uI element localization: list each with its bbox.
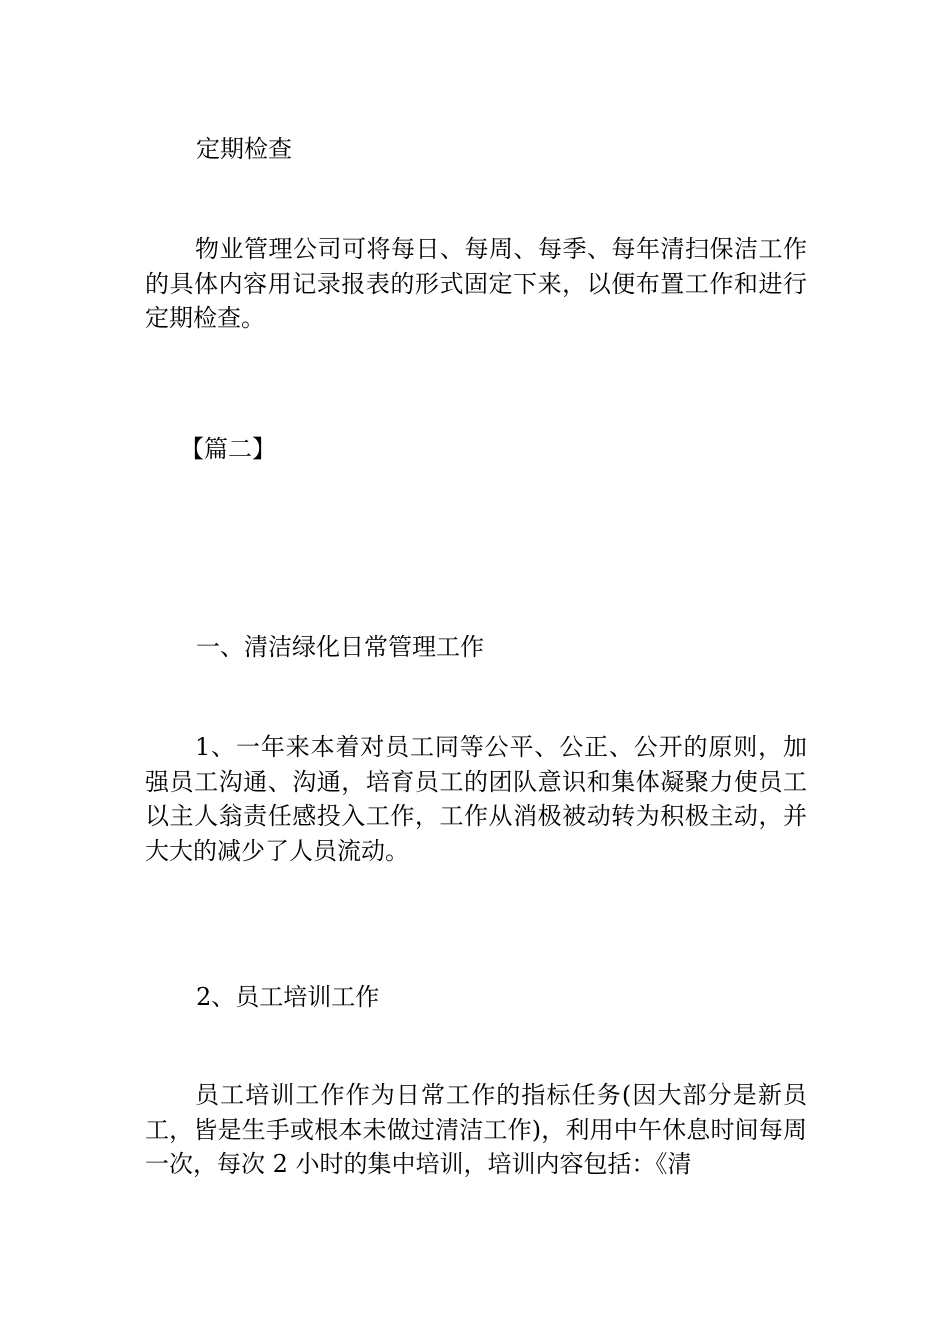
- heading-regular-check: 定期检查: [196, 135, 292, 163]
- paragraph-regular-check: 物业管理公司可将每日、每周、每季、每年清扫保洁工作的具体内容用记录报表的形式固定下来，以便布置工作和进行定期检查。: [145, 235, 807, 332]
- section-marker: 【篇二】: [180, 435, 276, 463]
- paragraph-item-one: 1、一年来本着对员工同等公平、公正、公开的原则，加强员工沟通、沟通，培育员工的团队意识和集体凝聚力使员工以主人翁责任感投入工作，工作从消极被动转为积极主动，并大大的减少了人员流动。: [145, 733, 807, 865]
- heading-section-one: 一、清洁绿化日常管理工作: [196, 633, 484, 661]
- paragraph-training: 员工培训工作作为日常工作的指标任务(因大部分是新员工，皆是生手或根本未做过清洁工作)，利用中午休息时间每周一次，每次 2 小时的集中培训，培训内容包括：《清: [145, 1081, 807, 1178]
- heading-item-two: 2、员工培训工作: [196, 983, 380, 1011]
